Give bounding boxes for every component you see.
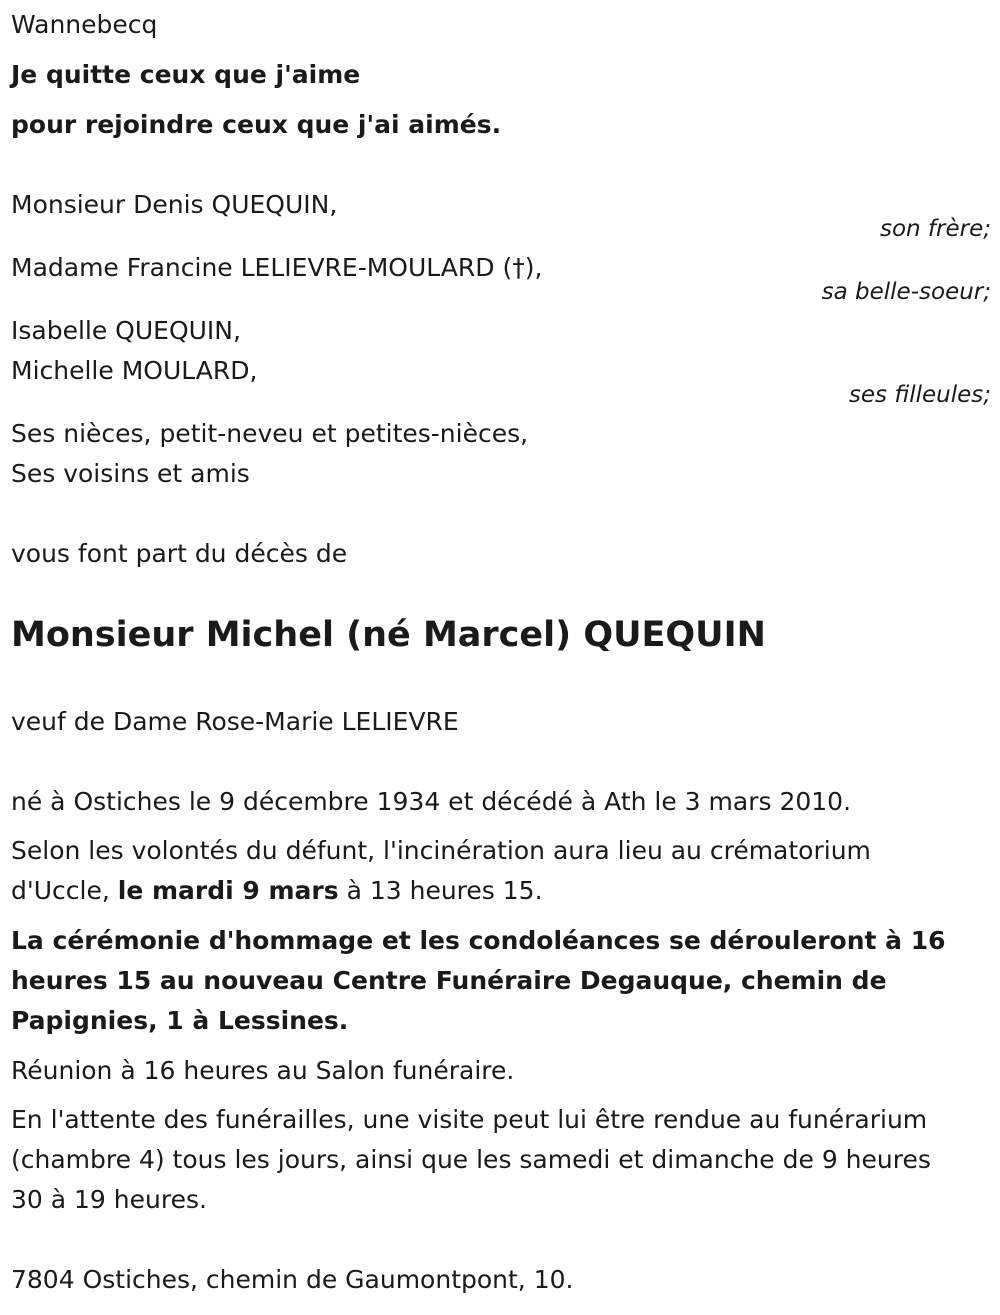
ceremony-line-1: La cérémonie d'hommage et les condoléances se dérouleront à 16 (11, 926, 946, 955)
relation-goddaughters: ses filleules; (848, 382, 991, 408)
family-nieces-nephews: Ses nièces, petit-neveu et petites-nièces, (11, 419, 529, 448)
cremation-line-1: Selon les volontés du défunt, l'incinération aura lieu au crématorium (11, 836, 871, 865)
quote-line-2: pour rejoindre ceux que j'ai aimés. (11, 110, 502, 139)
visit-line-3: 30 à 19 heures. (11, 1185, 207, 1214)
family-member-goddaughter-1: Isabelle QUEQUIN, (11, 316, 241, 345)
reunion: Réunion à 16 heures au Salon funéraire. (11, 1056, 515, 1085)
cremation-time: à 13 heures 15. (338, 876, 543, 905)
widower-of: veuf de Dame Rose-Marie LELIEVRE (11, 707, 459, 736)
birth-death-dates: né à Ostiches le 9 décembre 1934 et décédé à Ath le 3 mars 2010. (11, 787, 852, 816)
relation-sister-in-law: sa belle-soeur; (821, 279, 991, 305)
deceased-name: Monsieur Michel (né Marcel) QUEQUIN (11, 615, 766, 655)
address: 7804 Ostiches, chemin de Gaumontpont, 10. (11, 1265, 574, 1294)
family-member-brother: Monsieur Denis QUEQUIN, (11, 190, 338, 219)
ceremony-line-3: Papignies, 1 à Lessines. (11, 1006, 349, 1035)
visit-line-1: En l'attente des funérailles, une visite peut lui être rendue au funérarium (11, 1105, 928, 1134)
cremation-place: d'Uccle, (11, 876, 118, 905)
location: Wannebecq (11, 10, 158, 39)
announcement: vous font part du décès de (11, 539, 348, 568)
cremation-line-2 (11, 871, 543, 911)
ceremony-line-2: heures 15 au nouveau Centre Funéraire Degauque, chemin de (11, 966, 887, 995)
cremation-date: le mardi 9 mars (117, 876, 339, 905)
visit-line-2: (chambre 4) tous les jours, ainsi que les samedi et dimanche de 9 heures (11, 1145, 931, 1174)
family-member-sister-in-law: Madame Francine LELIEVRE-MOULARD (†), (11, 253, 543, 282)
family-neighbours-friends: Ses voisins et amis (11, 459, 250, 488)
relation-brother: son frère; (879, 216, 991, 242)
quote-line-1: Je quitte ceux que j'aime (11, 60, 361, 89)
family-member-goddaughter-2: Michelle MOULARD, (11, 356, 258, 385)
